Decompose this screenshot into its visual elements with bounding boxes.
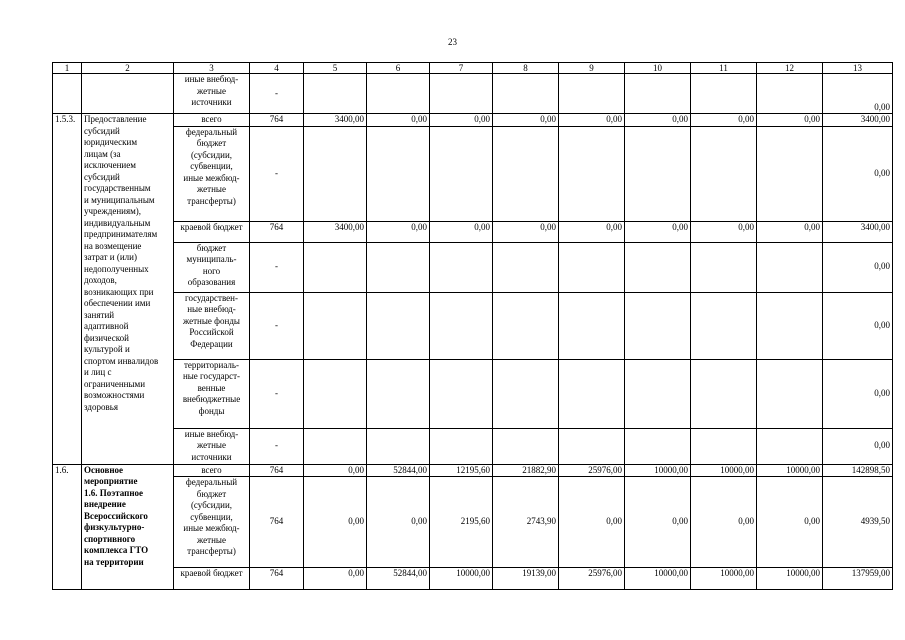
value-cell	[559, 292, 625, 359]
table-row	[53, 428, 893, 464]
value-cell: 0,00	[625, 114, 691, 127]
row-description: Предоставление субсидий юридическим лицам (за исключением субсидий государственным и муниципальным учреждениям), индивидуальным предпринимателям на возмещение затрат и (или) недополученных доходов, возникающих при обеспечении ими занятий адаптивной физической культурой и спортом инвалидов и лиц с ограниченными возможностями здоровья	[82, 114, 174, 465]
value-cell: 0,00	[493, 114, 559, 127]
value-cell: 25976,00	[559, 568, 625, 590]
code-cell: -	[250, 242, 304, 292]
total-cell: 0,00	[823, 242, 893, 292]
value-cell	[430, 74, 493, 114]
value-cell: 10000,00	[691, 568, 757, 590]
value-cell	[757, 428, 823, 464]
funding-source: всего	[174, 464, 250, 477]
value-cell	[367, 292, 430, 359]
value-cell: 0,00	[691, 114, 757, 127]
value-cell	[559, 359, 625, 428]
value-cell: 0,00	[304, 568, 367, 590]
value-cell	[691, 126, 757, 221]
value-cell: 0,00	[559, 221, 625, 242]
value-cell	[757, 292, 823, 359]
total-cell: 0,00	[823, 292, 893, 359]
value-cell	[757, 242, 823, 292]
page-number: 23	[448, 37, 457, 47]
value-cell: 0,00	[691, 221, 757, 242]
value-cell: 0,00	[559, 114, 625, 127]
table-row	[53, 292, 893, 359]
code-cell: 764	[250, 477, 304, 568]
table-row	[53, 359, 893, 428]
table-row	[53, 477, 893, 568]
value-cell	[430, 428, 493, 464]
row-number: 1.6.	[53, 464, 82, 590]
table-row	[53, 114, 893, 127]
value-cell	[691, 359, 757, 428]
funding-source: всего	[174, 114, 250, 127]
header-row	[53, 63, 893, 74]
value-cell	[367, 428, 430, 464]
total-cell: 3400,00	[823, 221, 893, 242]
value-cell	[304, 292, 367, 359]
value-cell: 10000,00	[625, 568, 691, 590]
header-cell: 3	[174, 63, 250, 74]
header-cell: 11	[691, 63, 757, 74]
code-cell: -	[250, 428, 304, 464]
total-cell: 0,00	[823, 74, 893, 114]
value-cell: 10000,00	[625, 464, 691, 477]
value-cell: 0,00	[559, 477, 625, 568]
table-row	[53, 464, 893, 477]
code-cell: -	[250, 292, 304, 359]
value-cell: 2743,90	[493, 477, 559, 568]
value-cell: 0,00	[430, 221, 493, 242]
funding-source: краевой бюджет	[174, 568, 250, 590]
row-description	[82, 74, 174, 114]
value-cell	[304, 74, 367, 114]
value-cell	[691, 74, 757, 114]
value-cell: 0,00	[757, 477, 823, 568]
funding-source: государствен- ные внебюд- жетные фонды Российской Федерации	[174, 292, 250, 359]
value-cell	[757, 126, 823, 221]
value-cell: 0,00	[757, 114, 823, 127]
table-row	[53, 568, 893, 590]
code-cell: 764	[250, 568, 304, 590]
header-cell: 2	[82, 63, 174, 74]
header-cell: 10	[625, 63, 691, 74]
value-cell	[430, 359, 493, 428]
funding-source: федеральный бюджет (субсидии, субвенции, иные межбюд- жетные трансферты)	[174, 126, 250, 221]
funding-source: федеральный бюджет (субсидии, субвенции, иные межбюд- жетные трансферты)	[174, 477, 250, 568]
value-cell: 0,00	[625, 477, 691, 568]
total-cell: 0,00	[823, 126, 893, 221]
table-row	[53, 242, 893, 292]
row-number: 1.5.3.	[53, 114, 82, 465]
value-cell	[367, 242, 430, 292]
value-cell	[625, 428, 691, 464]
value-cell	[304, 428, 367, 464]
value-cell: 10000,00	[757, 464, 823, 477]
value-cell	[493, 242, 559, 292]
header-cell: 6	[367, 63, 430, 74]
row-number	[53, 74, 82, 114]
value-cell	[493, 292, 559, 359]
header-cell: 9	[559, 63, 625, 74]
value-cell	[691, 242, 757, 292]
budget-table	[52, 62, 893, 590]
code-cell: -	[250, 74, 304, 114]
value-cell	[430, 126, 493, 221]
value-cell	[367, 126, 430, 221]
funding-source: краевой бюджет	[174, 221, 250, 242]
total-cell: 137959,00	[823, 568, 893, 590]
value-cell: 0,00	[430, 114, 493, 127]
code-cell: 764	[250, 114, 304, 127]
value-cell	[367, 359, 430, 428]
value-cell	[493, 359, 559, 428]
value-cell	[691, 428, 757, 464]
table-row	[53, 74, 893, 114]
value-cell	[625, 242, 691, 292]
value-cell	[559, 428, 625, 464]
value-cell	[430, 242, 493, 292]
header-cell: 13	[823, 63, 893, 74]
value-cell: 19139,00	[493, 568, 559, 590]
value-cell: 52844,00	[367, 568, 430, 590]
value-cell	[559, 126, 625, 221]
code-cell: -	[250, 126, 304, 221]
code-cell: 764	[250, 464, 304, 477]
value-cell	[493, 126, 559, 221]
header-cell: 12	[757, 63, 823, 74]
value-cell	[493, 74, 559, 114]
value-cell	[625, 126, 691, 221]
value-cell	[625, 292, 691, 359]
value-cell: 3400,00	[304, 221, 367, 242]
value-cell: 0,00	[757, 221, 823, 242]
total-cell: 0,00	[823, 428, 893, 464]
total-cell: 3400,00	[823, 114, 893, 127]
funding-source: территориаль- ные государст- венные внебюджетные фонды	[174, 359, 250, 428]
funding-source: иные внебюд- жетные источники	[174, 428, 250, 464]
value-cell	[757, 359, 823, 428]
total-cell: 142898,50	[823, 464, 893, 477]
value-cell: 0,00	[367, 114, 430, 127]
total-cell: 0,00	[823, 359, 893, 428]
value-cell	[757, 74, 823, 114]
header-cell: 1	[53, 63, 82, 74]
header-cell: 7	[430, 63, 493, 74]
value-cell	[367, 74, 430, 114]
value-cell: 52844,00	[367, 464, 430, 477]
value-cell	[304, 126, 367, 221]
row-description: Основное мероприятие 1.6. Поэтапное внедрение Всероссийского физкультурно- спортивного комплекса ГТО на территории	[82, 464, 174, 590]
value-cell: 0,00	[304, 477, 367, 568]
value-cell	[559, 74, 625, 114]
value-cell: 0,00	[367, 477, 430, 568]
code-cell: -	[250, 359, 304, 428]
value-cell	[559, 242, 625, 292]
value-cell	[625, 74, 691, 114]
value-cell: 2195,60	[430, 477, 493, 568]
value-cell	[625, 359, 691, 428]
value-cell: 0,00	[625, 221, 691, 242]
table-row	[53, 126, 893, 221]
value-cell	[304, 359, 367, 428]
value-cell: 0,00	[367, 221, 430, 242]
value-cell: 21882,90	[493, 464, 559, 477]
funding-source: иные внебюд- жетные источники	[174, 74, 250, 114]
value-cell: 10000,00	[691, 464, 757, 477]
value-cell	[691, 292, 757, 359]
header-cell: 5	[304, 63, 367, 74]
value-cell	[304, 242, 367, 292]
value-cell: 25976,00	[559, 464, 625, 477]
value-cell: 12195,60	[430, 464, 493, 477]
value-cell: 10000,00	[430, 568, 493, 590]
header-cell: 4	[250, 63, 304, 74]
value-cell	[493, 428, 559, 464]
value-cell: 10000,00	[757, 568, 823, 590]
value-cell: 0,00	[493, 221, 559, 242]
value-cell: 0,00	[304, 464, 367, 477]
value-cell	[430, 292, 493, 359]
code-cell: 764	[250, 221, 304, 242]
header-cell: 8	[493, 63, 559, 74]
table-row	[53, 221, 893, 242]
value-cell: 3400,00	[304, 114, 367, 127]
funding-source: бюджет муниципаль- ного образования	[174, 242, 250, 292]
total-cell: 4939,50	[823, 477, 893, 568]
value-cell: 0,00	[691, 477, 757, 568]
